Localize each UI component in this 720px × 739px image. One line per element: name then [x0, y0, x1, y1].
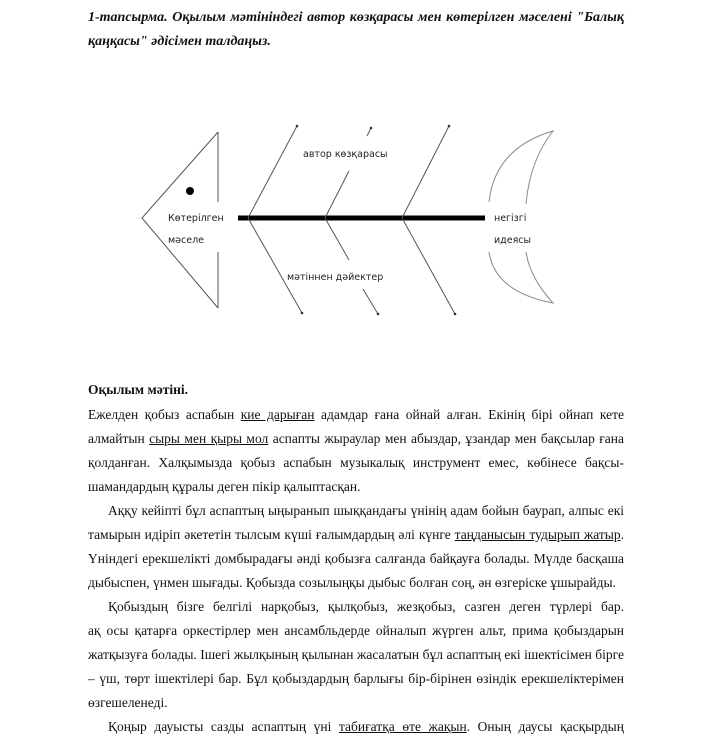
text-line	[88, 643, 624, 667]
text-segment: Ежелден қобыз аспабын	[88, 407, 241, 422]
tail-label: негізгі	[494, 213, 527, 224]
text-line	[88, 475, 624, 499]
reading-heading: Оқылым мәтіні.	[88, 382, 188, 397]
head-label: Көтерілген	[168, 213, 224, 224]
text-segment: өзгешеленеді.	[88, 695, 168, 710]
task-title-line: 1-тапсырма. Оқылым мәтініндегі автор көзқарасы мен көтерілген мәселені "Балық	[88, 10, 624, 25]
text-segment: ақ осы қатарға оркестірлер мен ансамбльдерде ойналып жүрген альт, прима қобыздарын	[88, 623, 624, 638]
fish-eye	[186, 187, 194, 195]
top-label: автор көзқарасы	[303, 149, 388, 160]
head-label: мәселе	[168, 235, 204, 246]
text-line	[88, 403, 624, 427]
underlined-phrase: сыры мен қыры мол	[149, 431, 269, 446]
text-line	[88, 427, 624, 451]
text-line	[88, 499, 624, 523]
text-line	[88, 523, 624, 547]
text-segment: .	[620, 527, 624, 542]
text-segment: Қобыздың бізге белгілі нарқобыз, қылқобыз, жезқобыз, сазген деген түрлері бар.	[108, 599, 624, 614]
underlined-phrase: кие дарыған	[240, 407, 315, 422]
reading-text	[88, 403, 624, 739]
text-segment: Үніндегі ерекшелікті домбырадағы әнді қобызға салғанда байқауға болады. Мүлде басқаша	[88, 551, 624, 566]
underlined-phrase: таңданысын тудырып жатыр	[454, 527, 621, 542]
text-segment: тамырын идіріп әкететін тылсым күші ғалымдардың әлі күнге	[88, 527, 455, 542]
task-title-line: қаңқасы" әдісімен талдаңыз.	[88, 34, 271, 49]
text-segment: – үш, төрт ішектілері бар. Бұл қобыздардың барлығы бір-бірінен өзіндік ерекшеліктерімен	[88, 671, 624, 686]
text-line	[88, 619, 624, 643]
text-segment: жатқызуға болады. Ішегі жылқының қылынан жасалатын бұл аспаптың екі ішектісімен бірге	[88, 647, 624, 662]
text-line	[88, 595, 624, 619]
text-segment: . Оның даусы қасқырдың	[466, 719, 624, 734]
text-segment: аспапты жыраулар мен абыздар, ұзандар мен бақсылар ғана	[268, 431, 624, 446]
text-line	[88, 715, 624, 739]
text-line	[88, 667, 624, 691]
tail-label: идеясы	[494, 235, 532, 246]
bottom-label: мәтіннен дәйектер	[287, 272, 384, 283]
text-line	[88, 691, 624, 715]
text-segment: алмайтын	[88, 431, 150, 446]
text-line	[88, 451, 624, 475]
text-segment: дыбыспен, үнмен шығады. Қобызда созылыңқы дыбыс болған соң, ән өзгеріске ұшырайды.	[88, 575, 616, 590]
text-segment: Аққу кейіпті бұл аспаптың ыңыранып шыққандағы үнінің адам бойын баурап, алпыс екі	[108, 503, 624, 518]
text-line	[88, 547, 624, 571]
text-segment: адамдар ғана ойнай алған. Екінің бірі ойнап кете	[314, 407, 624, 422]
text-segment: қолданған. Халқымызда қобыз аспабын музыкалық инструмент емес, көбінесе бақсы-	[88, 455, 624, 470]
text-segment: шамандардың құралы деген пікір қалыптасқан.	[88, 479, 361, 494]
underlined-phrase: табиғатқа өте жақын	[338, 719, 467, 734]
text-segment: Қоңыр дауысты сазды аспаптың үні	[108, 719, 339, 734]
text-line	[88, 571, 624, 595]
